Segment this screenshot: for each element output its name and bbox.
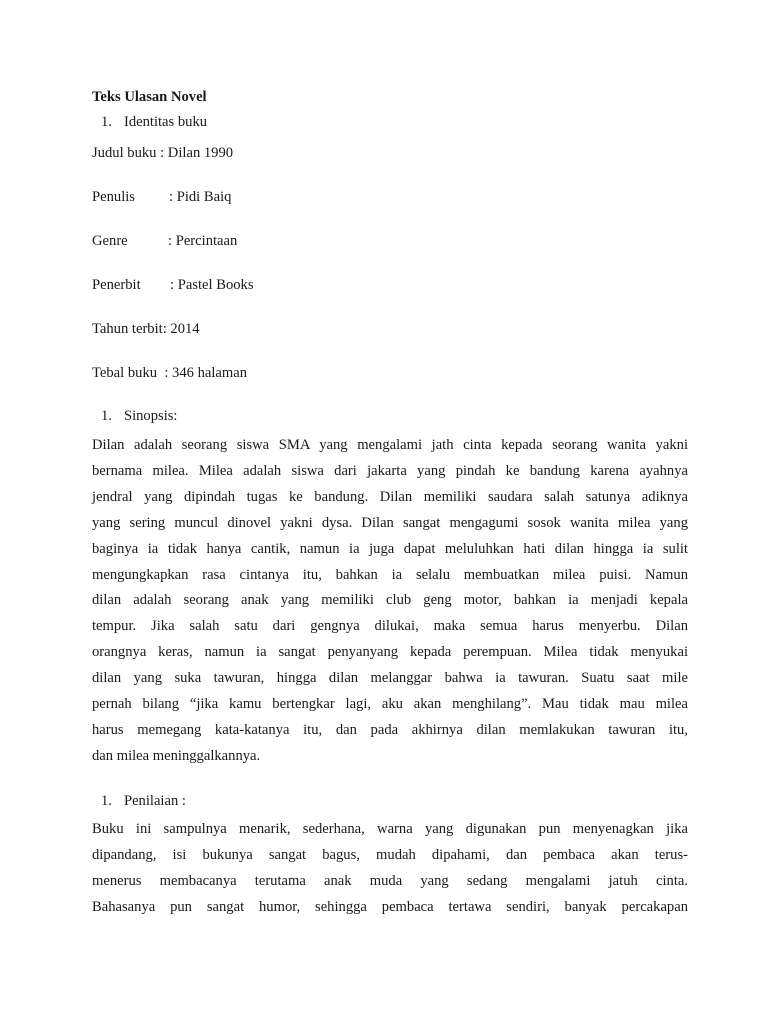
paragraph-line: Buku ini sampulnya menarik, sederhana, warna yang digunakan pun menyenagkan jika	[92, 821, 688, 837]
paragraph-line: menerus membacanya terutama anak muda yang sedang mengalami jatuh cinta.	[92, 872, 688, 889]
tahun-line: Tahun terbit: 2014	[92, 321, 200, 337]
section-identitas-heading	[101, 113, 207, 131]
list-number: 1.	[101, 408, 112, 424]
paragraph-line: dipandang, isi bukunya sangat bagus, mudah dipahami, dan pembaca akan terus-	[92, 846, 688, 863]
field-value: : Pidi Baiq	[169, 189, 232, 205]
field-label: Penerbit	[92, 277, 141, 293]
paragraph-line: dan milea meninggalkannya.	[92, 747, 261, 764]
section-sinopsis-heading	[101, 407, 177, 425]
field-label: Penulis	[92, 189, 135, 205]
penerbit-line	[92, 276, 254, 294]
paragraph-line: jendral yang dipindah tugas ke bandung. Dilan memiliki saudara salah satunya adiknya	[92, 488, 688, 505]
paragraph-line: dilan yang suka tawuran, hingga dilan melanggar bahwa ia tawuran. Suatu saat mile	[92, 670, 688, 687]
paragraph-line: Bahasanya pun sangat humor, sehingga pembaca tertawa sendiri, banyak percakapan	[92, 898, 688, 915]
paragraph-line: Dilan adalah seorang siswa SMA yang mengalami jath cinta kepada seorang wanita yakni	[92, 437, 688, 453]
list-number: 1.	[101, 114, 112, 130]
paragraph-line: tempur. Jika salah satu dari gengnya dilukai, maka semua harus menyerbu. Dilan	[92, 618, 688, 635]
field-label: Genre	[92, 233, 128, 249]
judul-line: Judul buku : Dilan 1990	[92, 145, 234, 161]
genre-line	[92, 232, 237, 250]
section-label: Identitas buku	[123, 114, 208, 130]
section-label: Sinopsis:	[123, 408, 178, 424]
section-label: Penilaian :	[123, 793, 186, 809]
penulis-line	[92, 188, 231, 206]
paragraph-line: harus memegang kata-katanya itu, dan pada akhirnya dilan memlakukan tawuran itu,	[92, 721, 688, 738]
field-value: : Percintaan	[168, 233, 238, 249]
paragraph-line: dilan adalah seorang anak yang memiliki club geng motor, bahkan ia menjadi kepala	[92, 592, 688, 609]
document-title: Teks Ulasan Novel	[92, 89, 207, 105]
paragraph-line: bernama milea. Milea adalah siswa dari jakarta yang pindah ke bandung karena ayahnya	[92, 462, 688, 479]
paragraph-line: pernah bilang “jika kamu bertengkar lagi, aku akan menghilang”. Mau tidak mau milea	[92, 696, 688, 712]
paragraph-line: orangnya keras, namun ia sangat penyanyang kepada perempuan. Milea tidak menyukai	[92, 644, 688, 661]
paragraph-line: baginya ia tidak hanya cantik, namun ia juga dapat meluluhkan hati dilan hingga ia sulit	[92, 540, 688, 557]
list-number: 1.	[101, 793, 112, 809]
tebal-line: Tebal buku : 346 halaman	[92, 365, 248, 381]
section-penilaian-heading	[101, 792, 186, 810]
paragraph-line: yang sering muncul dinovel yakni dysa. Dilan sangat mengagumi sosok wanita milea yang	[92, 514, 688, 531]
paragraph-line: mengungkapkan rasa cintanya itu, bahkan ia selalu membuatkan milea puisi. Namun	[92, 566, 688, 583]
field-value: : Pastel Books	[170, 277, 254, 293]
